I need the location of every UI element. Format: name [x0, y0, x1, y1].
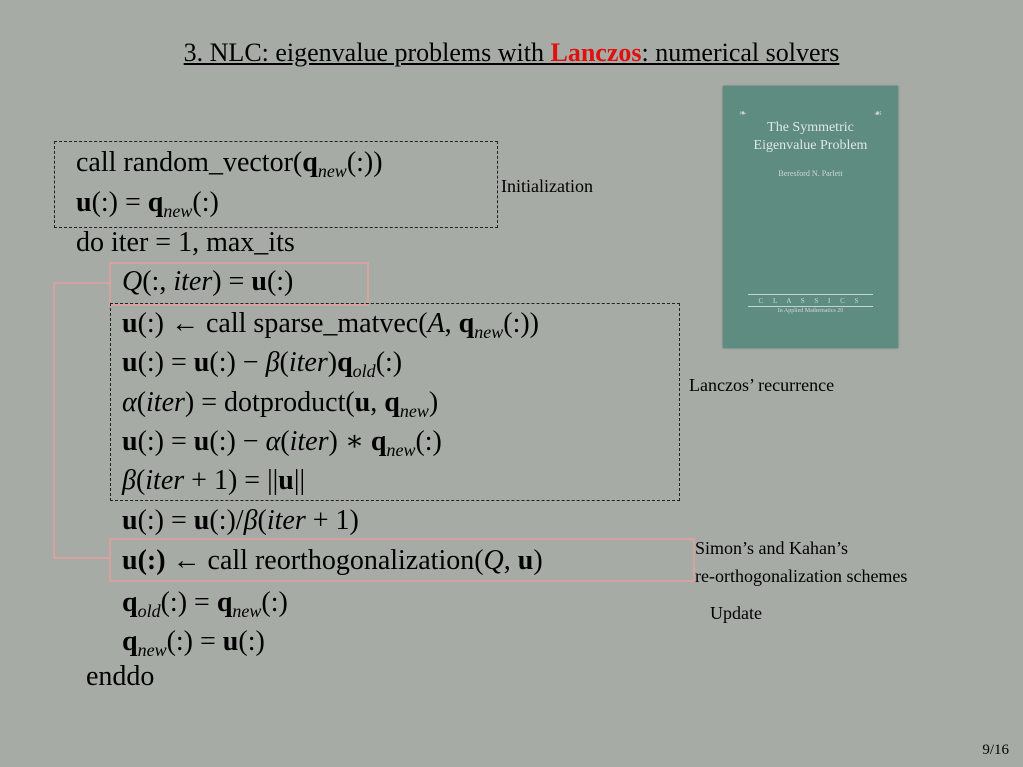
- code-line-u-init: u(:) = $q_{new}(:)$: [76, 187, 219, 221]
- note-simon-kahan-2: re-orthogonalization schemes: [695, 566, 908, 586]
- code-line-reorthogonalization: u(:) ← call reorthogonalization(Q, u): [122, 545, 543, 576]
- book-ornament-icon: ☙: [873, 108, 882, 118]
- book-series: C L A S S I C S: [758, 297, 863, 305]
- code-line-beta: β(iter + 1) = ||u||: [122, 465, 306, 496]
- note-simon-kahan-1: Simon’s and Kahan’s: [695, 538, 848, 558]
- book-rule: [748, 294, 873, 295]
- book-rule: [748, 306, 873, 307]
- reorthogonalization-connector: [53, 282, 111, 559]
- title-suffix: : numerical solvers: [641, 38, 840, 67]
- book-title: The Symmetric Eigenvalue Problem: [753, 120, 868, 153]
- book-ornament-icon: ❧: [739, 108, 747, 118]
- title-highlight: Lanczos: [550, 38, 642, 67]
- code-line-u-minus-beta: u(:) = u(:) − $\beta(iter)q_{old}(:)$: [122, 347, 403, 381]
- note-initialization: Initialization: [501, 176, 593, 196]
- code-line-q-old: $q_{old}(:)$ = $q_{new}(:)$: [122, 587, 288, 621]
- code-line-u-minus-alpha: u(:) = u(:) − α(iter) ∗ $q_{new}(:)$: [122, 426, 442, 460]
- code-line-random-vector: call $random\_vector(q_{new}(:))$: [76, 147, 383, 181]
- book-cover-image: [723, 86, 898, 348]
- code-line-q-new: $q_{new}(:)$ = u(:): [122, 626, 265, 660]
- code-line-normalize: u(:) = u(:)/β(iter + 1): [122, 505, 359, 536]
- note-update: Update: [710, 603, 762, 623]
- code-line-q-assign: Q(:, iter) = u(:): [122, 266, 294, 297]
- title-prefix: 3. NLC: eigenvalue problems with: [183, 38, 551, 67]
- note-lanczos-recurrence: Lanczos’ recurrence: [689, 375, 835, 395]
- code-line-matvec: u(:) ← call sparse_matvec(A, $q_{new}(:)$): [122, 308, 540, 342]
- code-line-enddo: enddo: [86, 661, 155, 692]
- book-subtitle: In Applied Mathematics 20: [777, 308, 844, 314]
- page-number: 9/16: [982, 742, 1009, 758]
- code-line-alpha: α(iter) = dotproduct(u, $q_{new}$): [122, 387, 439, 421]
- book-author: Beresford N. Parlett: [778, 169, 843, 178]
- code-line-do-loop: do iter = 1, max_its: [76, 227, 295, 258]
- slide-title: [0, 38, 1023, 68]
